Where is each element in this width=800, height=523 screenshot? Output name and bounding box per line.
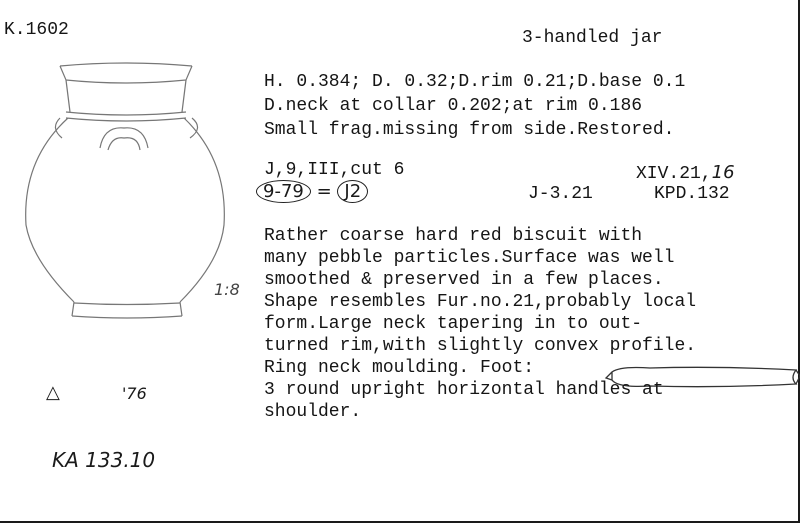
dimensions-line-2: D.neck at collar 0.202;at rim 0.186 bbox=[264, 96, 643, 116]
ref-b-typed: XIV.21, bbox=[636, 164, 712, 184]
description-line-2: many pebble particles.Surface was well bbox=[264, 248, 675, 268]
inventory-equation bbox=[256, 181, 368, 202]
object-title: 3-handled jar bbox=[522, 28, 663, 48]
ref-c: KPD.132 bbox=[654, 184, 730, 204]
inventory-left: 9-79 bbox=[256, 180, 311, 203]
description-line-9: shoulder. bbox=[264, 402, 362, 422]
description-line-3: smoothed & preserved in a few places. bbox=[264, 270, 664, 290]
description-line-6: turned rim,with slightly convex profile. bbox=[264, 336, 697, 356]
scale-note: 1:8 bbox=[214, 280, 240, 299]
catalog-number: K.1602 bbox=[4, 20, 69, 40]
ref-b-handwritten: 16 bbox=[711, 162, 735, 183]
inventory-right: J2 bbox=[337, 180, 368, 203]
year-note: '76 bbox=[122, 384, 147, 403]
ref-b bbox=[636, 162, 735, 184]
dimensions-line-1: H. 0.384; D. 0.32;D.rim 0.21;D.base 0.1 bbox=[264, 72, 686, 92]
description-line-7: Ring neck moulding. Foot: bbox=[264, 358, 535, 378]
ref-a: J-3.21 bbox=[528, 184, 593, 204]
description-line-1: Rather coarse hard red biscuit with bbox=[264, 226, 643, 246]
triangle-mark: △ bbox=[46, 382, 60, 403]
description-line-4: Shape resembles Fur.no.21,probably local bbox=[264, 292, 697, 312]
description-line-5: form.Large neck tapering in to out- bbox=[264, 314, 643, 334]
findspot: J,9,III,cut 6 bbox=[264, 160, 405, 180]
description-line-8: 3 round upright horizontal handles at bbox=[264, 380, 664, 400]
ka-reference: KA 133.10 bbox=[52, 448, 156, 472]
equals-sign: = bbox=[316, 181, 332, 202]
dimensions-line-3: Small frag.missing from side.Restored. bbox=[264, 120, 675, 140]
